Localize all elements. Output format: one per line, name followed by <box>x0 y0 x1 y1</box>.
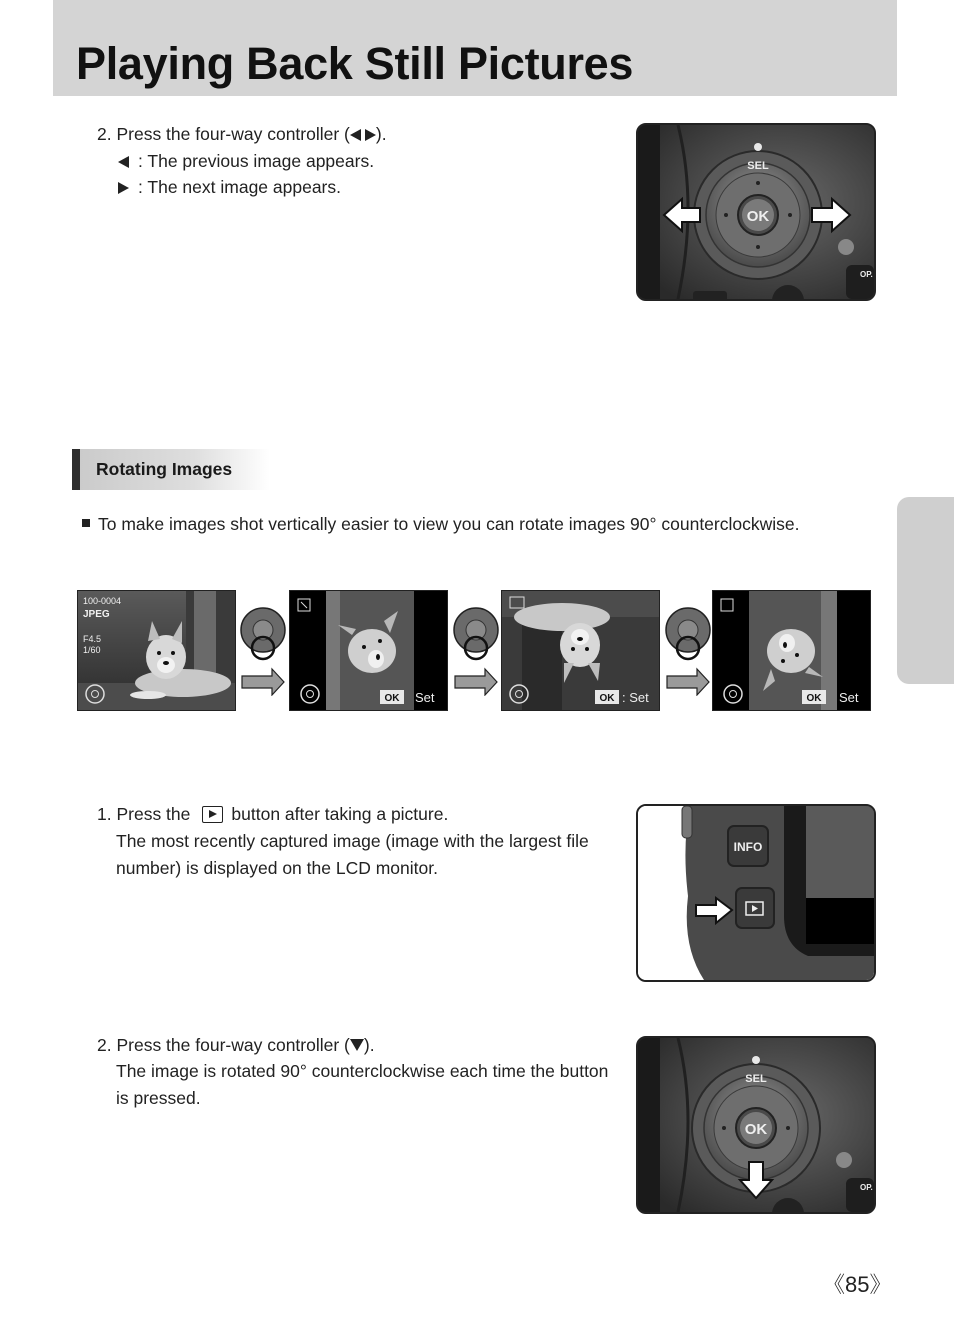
lcd-screen-rotated-180 <box>501 590 660 711</box>
lcd-screen-original <box>77 590 236 711</box>
triangle-left-icon <box>350 129 361 141</box>
svg-text:OK: OK <box>384 693 400 704</box>
step1-line2: The most recently captured image (image with the largest file <box>116 831 589 851</box>
controller-press-down-1 <box>238 606 288 696</box>
triangle-left-icon <box>118 156 129 168</box>
op-label: OP. <box>860 1183 873 1192</box>
page-title: Playing Back Still Pictures <box>76 38 634 89</box>
step2-line2: The image is rotated 90° counterclockwise each time the button <box>116 1061 609 1081</box>
play-button-icon <box>202 806 223 823</box>
svg-text:1/60: 1/60 <box>83 645 101 655</box>
info-button-label: INFO <box>733 840 763 854</box>
svg-text:OK: OK <box>599 693 615 704</box>
svg-text:100-0004: 100-0004 <box>83 596 122 606</box>
step2-line3: is pressed. <box>116 1088 201 1108</box>
triangle-right-icon <box>118 182 129 194</box>
page-number: 《85》 <box>823 1272 892 1297</box>
controller-press-down-2 <box>451 606 501 696</box>
op-label: OP. <box>860 270 873 279</box>
ok-button-label: OK <box>746 208 770 225</box>
svg-text:OK: OK <box>806 693 822 704</box>
triangle-down-icon <box>350 1039 364 1051</box>
section-bullet-text: To make images shot vertically easier to view you can rotate images 90° counterclockwise. <box>98 514 800 534</box>
step-top-line3: : The next image appears. <box>118 174 341 201</box>
step2-line1: 2. Press the four-way controller ( ). <box>97 1035 375 1055</box>
chapter-side-tab <box>897 497 954 684</box>
svg-text:Set: Set <box>839 690 859 705</box>
camera-playback-button-illustration <box>636 804 876 982</box>
sel-label: SEL <box>747 160 769 172</box>
section-title: Rotating Images <box>96 459 233 479</box>
svg-text:F4.5: F4.5 <box>83 634 102 644</box>
svg-text:Set: Set <box>415 690 435 705</box>
lcd-screen-rotated-90 <box>289 590 448 711</box>
triangle-right-icon <box>365 129 376 141</box>
svg-text:JPEG: JPEG <box>83 609 110 620</box>
bullet-square-icon <box>82 519 90 527</box>
step1-line3: number) is displayed on the LCD monitor. <box>116 858 438 878</box>
svg-text:: Set: : Set <box>622 690 649 705</box>
lcd-screen-rotated-270 <box>712 590 871 711</box>
step-top-line2: : The previous image appears. <box>118 148 374 175</box>
step1-line1: 1. Press the button after taking a picture. <box>97 804 449 824</box>
ok-button-label: OK <box>744 1121 768 1138</box>
section-title-bar <box>72 449 80 490</box>
camera-four-way-left-right-illustration <box>636 123 876 301</box>
camera-four-way-down-illustration <box>636 1036 876 1214</box>
sel-label: SEL <box>745 1073 767 1085</box>
step-top-line1: 2. Press the four-way controller ( ). <box>97 124 387 144</box>
controller-press-down-3 <box>663 606 713 696</box>
